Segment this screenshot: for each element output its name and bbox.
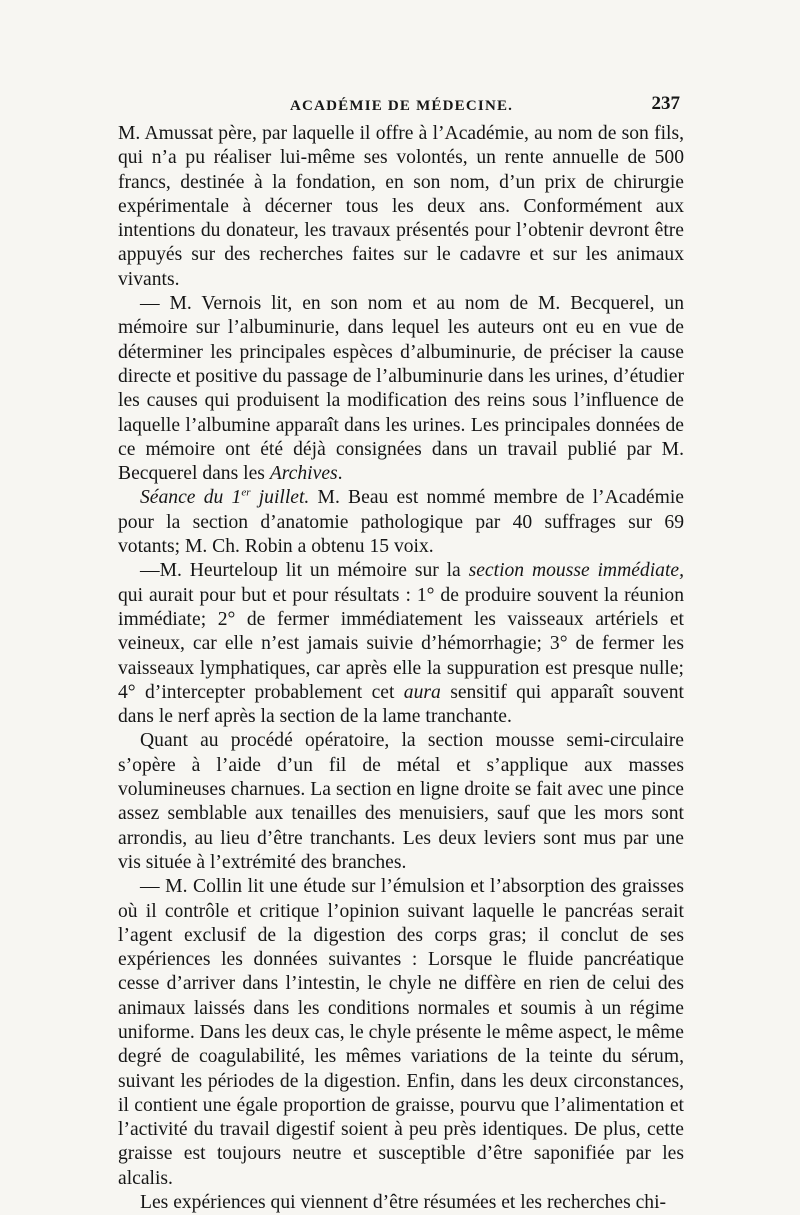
archives-italic: Archives bbox=[269, 463, 338, 485]
running-head: ACADÉMIE DE MÉDECINE. bbox=[290, 98, 514, 114]
paragraph-4-text-c: sensitif qui apparaît souvent dans le nerf après la section de la lame tranchante. bbox=[118, 681, 684, 728]
paragraph-4 bbox=[118, 559, 684, 729]
paragraph-3 bbox=[118, 486, 684, 559]
paragraph-7 bbox=[118, 1191, 684, 1215]
section-mousse-italic: section mousse immédiate, bbox=[468, 560, 684, 582]
paragraph-1 bbox=[118, 122, 684, 292]
seance-date-lead: Séance du 1 bbox=[140, 487, 242, 509]
paragraph-2 bbox=[118, 292, 684, 486]
paragraph-3-text: M. Beau est nommé membre de l’Académie pour la section d’anatomie pathologique par 40 suffrages sur 69 votants; M. Ch. Robin a obtenu 15 voix. bbox=[118, 487, 685, 558]
paragraph-6 bbox=[118, 875, 684, 1191]
paragraph-4-text-b: qui aurait pour but et pour résultats : 1° de produire souvent la réunion immédiate; 2° de fermer immédiatement les vaisseaux artériels et veineux, car elle n’est jamais suivie d’hémorrhagie; 3° de fermer les vaisseaux lymphatiques, car après elle la suppuration est presque nulle; 4° d’intercepter probablement cet bbox=[118, 584, 684, 703]
paragraph-2-text: — M. Vernois lit, en son nom et au nom de M. Becquerel, un mémoire sur l’albuminurie, dans lequel les auteurs ont eu en vue de déterminer les principales espèces d’albuminurie, de préciser la cause directe et positive du passage de l’albuminurie dans les urines, d’étudier les causes qui produisent la modification des reins sous l’influence de laquelle l’albumine apparaît dans les urines. Les principales données de ce mémoire ont été déjà consignées dans un travail publié par M. Becquerel dans les bbox=[118, 293, 684, 485]
page-header bbox=[118, 92, 684, 122]
seance-date-month: juillet. bbox=[250, 487, 310, 509]
aura-italic: aura bbox=[403, 681, 441, 703]
paragraph-5-text: Quant au procédé opératoire, la section mousse semi-circulaire s’opère à l’aide d’un fil de métal et s’applique aux masses volumineuses charnues. La section en ligne droite se fait avec une pince assez semblable aux tenailles des menuisiers, sauf que les mors sont arrondis, au lieu d’être tranchants. Les deux leviers sont mus par une vis située à l’extrémité des branches. bbox=[118, 730, 684, 873]
paragraph-7-text: Les expériences qui viennent d’être résumées et les recherches chi- bbox=[140, 1192, 667, 1214]
paragraph-5 bbox=[118, 729, 684, 875]
paragraph-1-text: M. Amussat père, par laquelle il offre à l’Académie, au nom de son fils, qui n’a pu réaliser lui-même ses volontés, un rente annuelle de 500 francs, destinée à la fondation, en son nom, d’un prix de chirurgie expérimentale à décerner tous les deux ans. Conformément aux intentions du donateur, les travaux présentés pour l’obtenir devront être appuyés sur des recherches faites sur le cadavre et sur les animaux vivants. bbox=[118, 123, 684, 290]
page-number: 237 bbox=[651, 93, 680, 114]
paragraph-4-text-a: —M. Heurteloup lit un mémoire sur la bbox=[140, 560, 469, 582]
paragraph-6-text: — M. Collin lit une étude sur l’émulsion et l’absorption des graisses où il contrôle et critique l’opinion suivant laquelle le pancréas serait l’agent exclusif de la digestion des corps gras; il conclut de ses expériences les données suivantes : Lorsque le fluide pancréatique cesse d’arriver dans l’intestin, le chyle ne diffère en rien de celui des animaux laissés dans les conditions normales et soumis à un régime uniforme. Dans les deux cas, le chyle présente le même aspect, le même degré de coagulabilité, les mêmes variations de la teinte du sérum, suivant les périodes de la digestion. Enfin, dans les deux circonstances, il contient une égale proportion de graisse, pourvu que l’alimentation et l’activité du travail digestif soient à peu près identiques. De plus, cette graisse est toujours neutre et susceptible d’être saponifiée par les alcalis. bbox=[118, 876, 684, 1189]
document-page bbox=[118, 92, 684, 1215]
seance-date-sup: er bbox=[241, 486, 251, 499]
paragraph-2-tail: . bbox=[337, 463, 343, 485]
